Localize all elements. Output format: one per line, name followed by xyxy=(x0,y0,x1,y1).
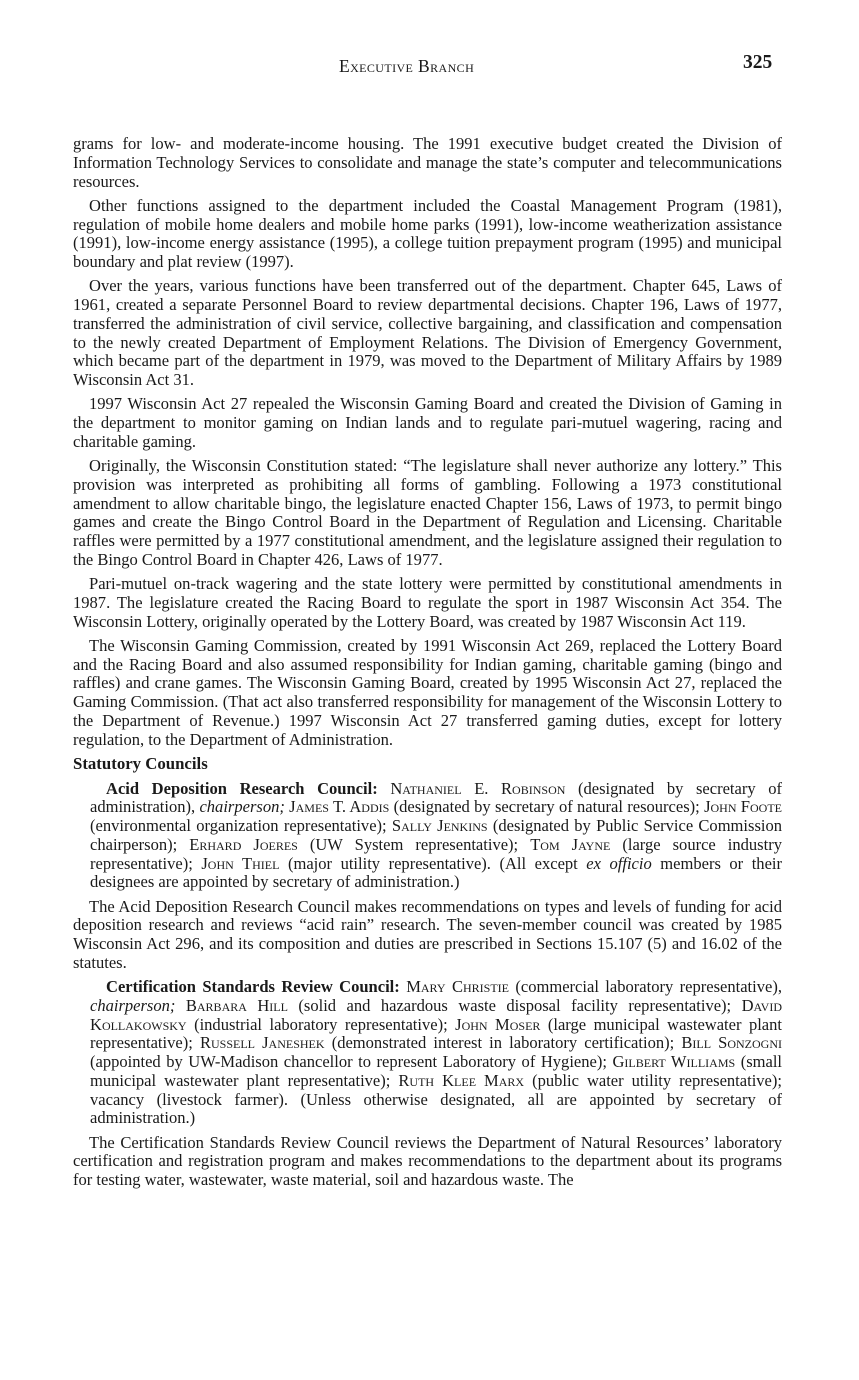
paragraph: Other functions assigned to the department included the Coastal Management Program (1981), regulation of mobile home dealers and mobile home parks (1991), low-income weatherization assistance (1991), low-income energy assistance (1995), a college tuition prepayment program (1995) and municipal boundary and plat review (1997). xyxy=(73,195,782,271)
member-role: (designated by secretary of natural resources); xyxy=(389,797,705,817)
member-name: Bill Sonzogni xyxy=(681,1033,783,1053)
paragraph: 1997 Wisconsin Act 27 repealed the Wisconsin Gaming Board and created the Division of Gaming in the department to monitor gaming on Indian lands and to regulate pari-mutuel wagering, racing and charitable gaming. xyxy=(73,394,782,451)
member-name: Nathaniel E. Robinson xyxy=(390,778,566,798)
paragraph: The Wisconsin Gaming Commission, created by 1991 Wisconsin Act 269, replaced the Lottery Board and the Racing Board and also assumed responsibility for Indian gaming, charitable gaming (bingo and raffles) and crane games. The Wisconsin Gaming Board, created by 1995 Wisconsin Act 27, replaced the Gaming Commission. (That act also transferred responsibility for management of the Wisconsin Lottery to the Department of Revenue.) 1997 Wisconsin Act 27 transferred gaming duties, except for lottery regulation, to the Department of Administration. xyxy=(73,635,782,749)
member-role: (appointed by UW-Madison chancellor to represent Laboratory of Hygiene); xyxy=(90,1052,613,1071)
member-name: Tom Jayne xyxy=(530,834,611,854)
paragraph: Pari-mutuel on-track wagering and the state lottery were permitted by constitutional amendments in 1987. The legislature created the Racing Board to regulate the sport in 1987 Wisconsin Act 354. The Wisconsin Lottery, originally operated by the Lottery Board, was created by 1987 Wisconsin Act 119. xyxy=(73,574,782,631)
section-heading: Statutory Councils xyxy=(73,753,208,773)
member-name: Gilbert Williams xyxy=(612,1052,736,1071)
member-role: (major utility representative). (All except xyxy=(279,853,587,873)
paragraph: Over the years, various functions have been transferred out of the department. Chapter 645, Laws of 1961, created a separate Personnel Board to review departmental decisions. Chapter 196, Laws of 1977, transferred the administration of civil service, collective bargaining, and classification and compensation to the newly created Department of Employment Relations. The Division of Emergency Government, which became part of the department in 1979, was moved to the Department of Military Affairs by 1989 Wisconsin Act 31. xyxy=(73,276,782,389)
paragraph: grams for low- and moderate-income housing. The 1991 executive budget created the Division of Information Technology Services to consolidate and manage the state’s computer and telecommunications resources. xyxy=(73,134,782,191)
member-name: Barbara Hill xyxy=(175,995,288,1015)
member-role: members or their designees are appointed by secretary of administration.) xyxy=(90,853,783,892)
page-header xyxy=(0,52,859,84)
council-entry-certification-standards xyxy=(73,978,782,1128)
council-description: The Acid Deposition Research Council makes recommendations on types and levels of funding for acid deposition research and reviews “acid rain” research. The seven-member council was created by 1985 Wisconsin Act 296, and its composition and duties are prescribed in Sections 15.107 (5) and 16.02 of the statutes. xyxy=(73,896,782,972)
member-name: Mary Christie xyxy=(406,977,509,996)
council-description: The Certification Standards Review Council reviews the Department of Natural Resources’ laboratory certification and registration program and makes recommendations to the department about its programs for testing water, wastewater, waste material, soil and hazardous waste. The xyxy=(73,1132,782,1189)
council-name: Certification Standards Review Council: xyxy=(106,977,400,996)
member-title: chairperson; xyxy=(199,797,285,817)
member-name: Sally Jenkins xyxy=(391,816,488,835)
member-role: (small municipal wastewater plant representative); xyxy=(90,1052,783,1090)
member-role: (demonstrated interest in laboratory certification); xyxy=(324,1033,682,1053)
member-role: (designated by secretary of administration), xyxy=(90,778,782,817)
member-name: Erhard Joeres xyxy=(189,834,298,854)
member-role: (UW System representative); xyxy=(297,834,531,854)
council-name: Acid Deposition Research Council: xyxy=(106,778,378,798)
member-role: (large source industry representative); xyxy=(90,834,782,873)
member-role: (designated by Public Service Commission chairperson); xyxy=(90,816,782,854)
member-title: chairperson; xyxy=(90,995,176,1015)
member-role: (solid and hazardous waste disposal facility representative); xyxy=(287,995,742,1015)
member-name: John Thiel xyxy=(201,853,280,873)
page-number: 325 xyxy=(743,52,773,73)
council-entry-acid-deposition xyxy=(73,780,782,893)
running-head: Executive Branch xyxy=(339,56,475,76)
member-name: John Foote xyxy=(704,797,782,817)
member-role: (commercial laboratory representative), xyxy=(508,977,782,996)
member-role: (public water utility representative); vacancy (livestock farmer). (Unless otherwise designated, all are appointed by secretary of administration.) xyxy=(90,1070,782,1128)
member-name: James T. Addis xyxy=(284,797,390,817)
member-role: (industrial laboratory representative); xyxy=(186,1014,456,1034)
member-name: Russell Janeshek xyxy=(199,1033,325,1053)
member-name: David Kollakowsky xyxy=(90,995,782,1034)
ex-officio-term: ex officio xyxy=(586,853,652,873)
paragraph: Originally, the Wisconsin Constitution stated: “The legislature shall never authorize any lottery.” This provision was interpreted as prohibiting all forms of gambling. Following a 1973 constitutional amendment to allow charitable bingo, the legislature enacted Chapter 156, Laws of 1973, to permit bingo games and create the Bingo Control Board in the Department of Regulation and Licensing. Charitable raffles were permitted by a 1977 constitutional amendment, and the legislature assigned their regulation to the Bingo Control Board in Chapter 426, Laws of 1977. xyxy=(73,456,782,569)
member-role: (large municipal wastewater plant representative); xyxy=(90,1014,783,1053)
member-name: Ruth Klee Marx xyxy=(398,1070,525,1090)
member-name: John Moser xyxy=(455,1014,541,1034)
member-role: (environmental organization representative); xyxy=(90,816,392,835)
body-text xyxy=(73,135,782,1195)
